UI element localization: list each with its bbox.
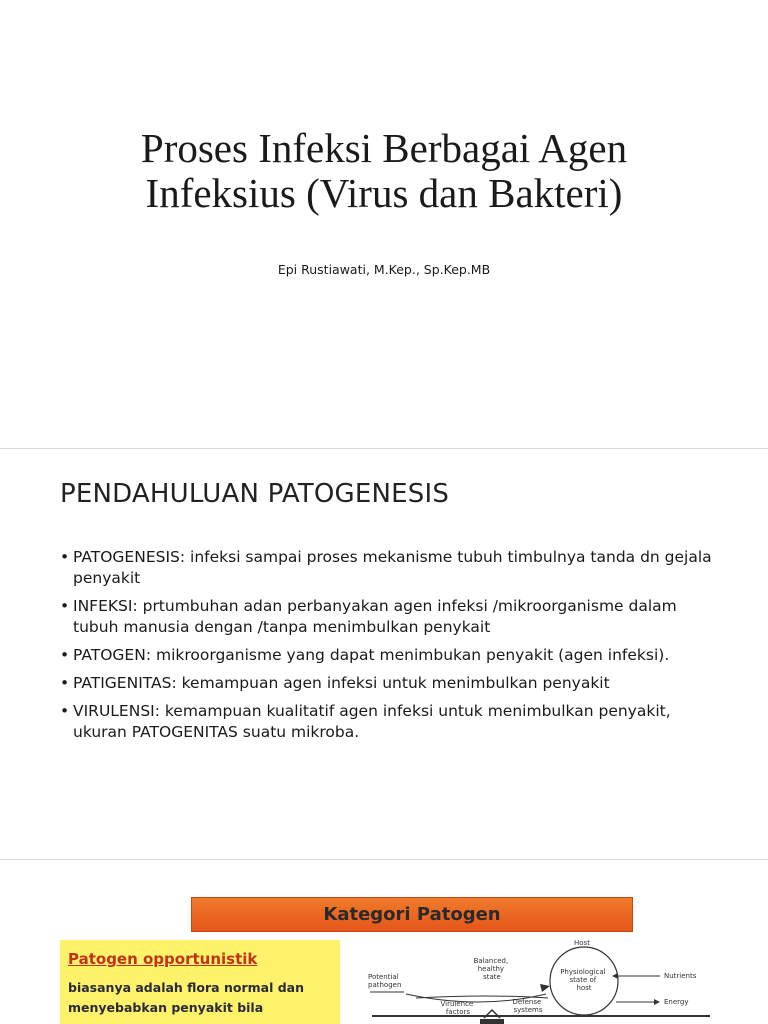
bullet-dot-icon: • (60, 674, 70, 692)
fulcrum-base (480, 1019, 504, 1024)
category-banner (191, 897, 633, 932)
slide-heading: PENDAHULUAN PATOGENESIS (60, 479, 450, 509)
bullet-item (60, 547, 725, 589)
balanced-state-label: Balanced, healthy state (473, 957, 509, 981)
bullet-text: PATIGENITAS: kemampuan agen infeksi untuk menimbulkan penyakit (73, 674, 610, 692)
banner-title: Kategori Patogen (323, 904, 501, 925)
opportunistic-pathogen-box (60, 940, 340, 1024)
nutrients-label: Nutrients (664, 972, 697, 980)
bullet-text: PATOGEN: mikroorganisme yang dapat menimbukan penyakit (agen infeksi). (73, 646, 670, 664)
bullet-text: PATOGENESIS: infeksi sampai proses mekanisme tubuh timbulnya tanda dn gejala penyakit (73, 548, 712, 587)
potential-pathogen-label: Potential pathogen (368, 973, 402, 989)
arrow-head-icon (612, 973, 618, 979)
bullet-item (60, 596, 725, 638)
bullet-dot-icon: • (60, 702, 70, 720)
bullet-dot-icon: • (60, 597, 70, 615)
bullet-list (60, 547, 725, 750)
box-title: Patogen opportunistik (68, 950, 258, 968)
energy-label: Energy (664, 998, 689, 1006)
defense-systems-label: Defense systems (512, 998, 543, 1014)
intro-slide (0, 449, 768, 860)
bullet-text: VIRULENSI: kemampuan kualitatif agen infeksi untuk menimbulkan penyakit, ukuran PATOGENITAS suatu mikroba. (73, 702, 671, 741)
slide-title (60, 126, 708, 216)
virulence-factors-label: Virulence factors (440, 1000, 474, 1016)
host-pathogen-balance-diagram (360, 936, 720, 1024)
arrow-head-icon (654, 999, 660, 1005)
bullet-dot-icon: • (60, 548, 70, 566)
bullet-item (60, 701, 725, 743)
slide-title-line-1: Proses Infeksi Berbagai Agen (140, 125, 628, 171)
arrow-head-icon (540, 984, 550, 992)
title-slide (0, 0, 768, 449)
slide-title-line-2: Infeksius (Virus dan Bakteri) (145, 170, 623, 216)
pathogen-category-slide (0, 860, 768, 1024)
author-name: Epi Rustiawati, M.Kep., Sp.Kep.MB (277, 262, 491, 277)
physiological-state-label: Physiological state of host (560, 968, 606, 992)
bullet-item (60, 645, 725, 666)
box-text: biasanya adalah flora normal dan menyebabkan penyakit bila (68, 980, 304, 1015)
bullet-item (60, 673, 725, 694)
bullet-dot-icon: • (60, 646, 70, 664)
bullet-text: INFEKSI: prtumbuhan adan perbanyakan agen infeksi /mikroorganisme dalam tubuh manusia dengan /tanpa menimbulkan penykait (73, 597, 677, 636)
host-label: Host (574, 939, 590, 947)
